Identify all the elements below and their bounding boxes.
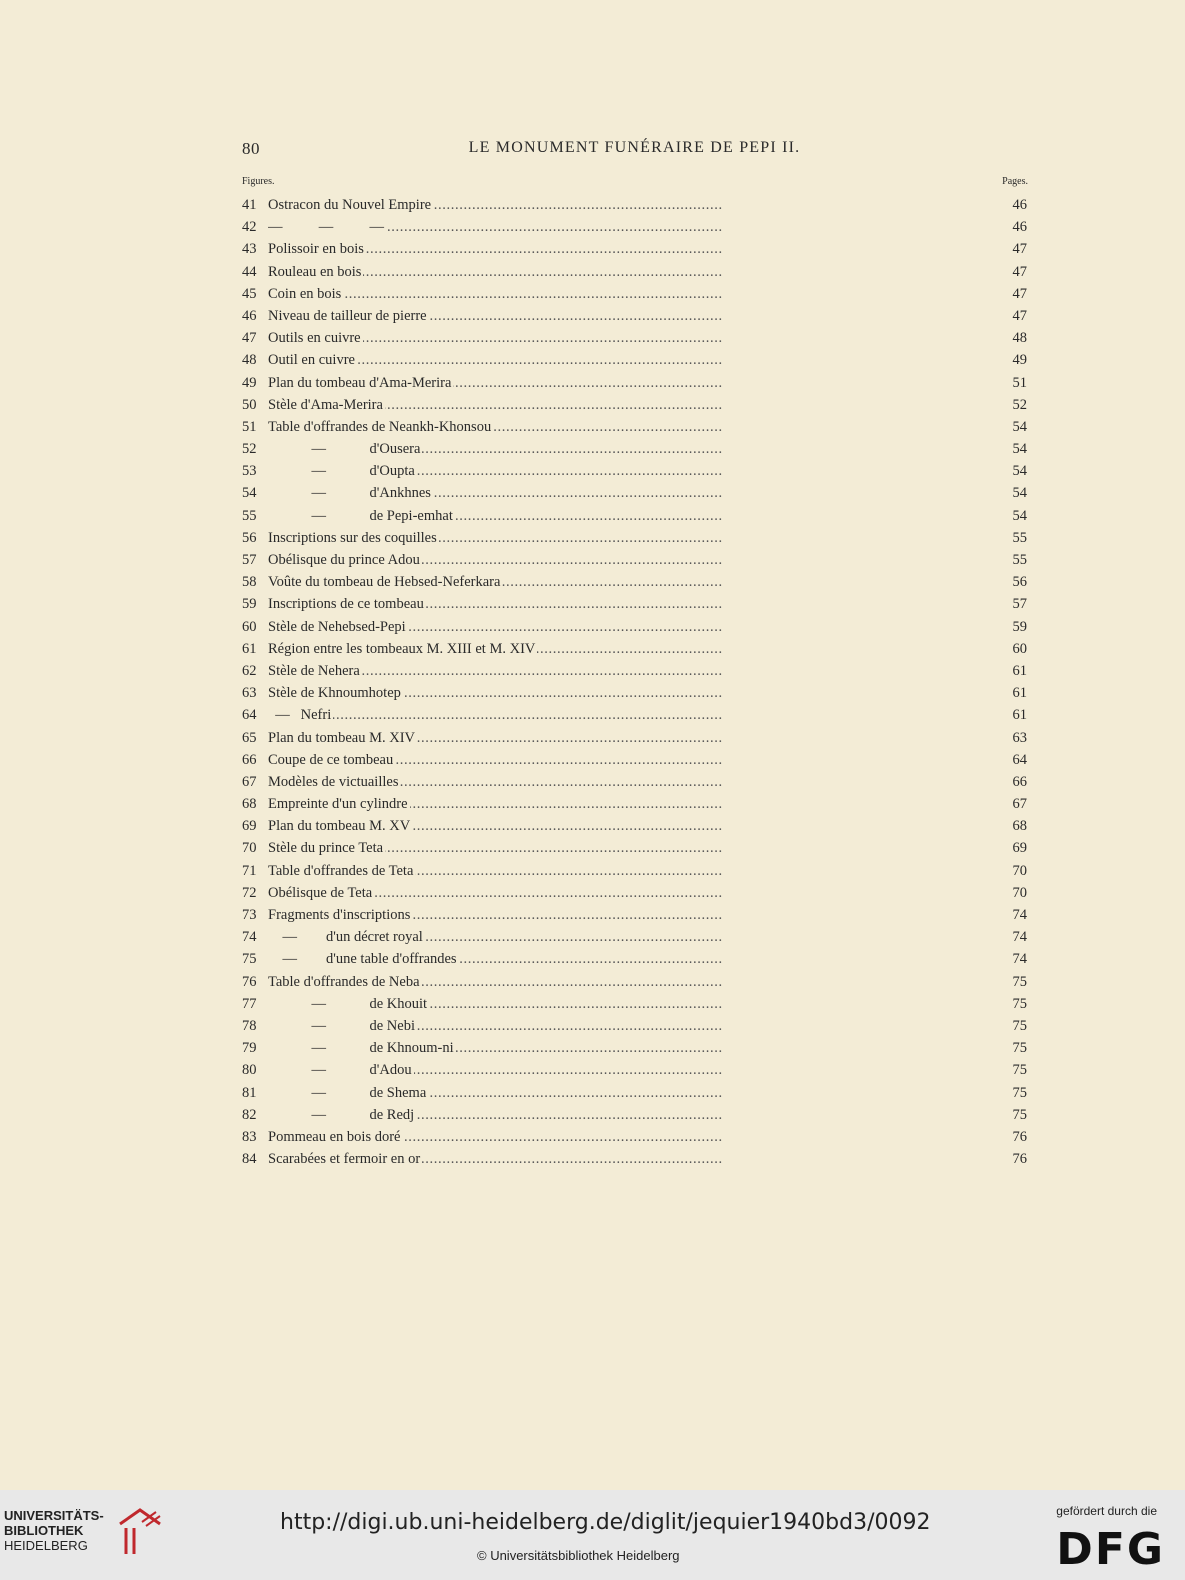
list-item [242,549,1027,571]
library-name-line3: HEIDELBERG [4,1538,88,1553]
figures-heading: Figures. [242,176,275,187]
figure-number: 52 [242,441,257,458]
figure-number: 84 [242,1151,257,1168]
figure-caption [268,238,993,260]
list-item [242,1037,1027,1059]
figure-number: 47 [242,330,257,347]
list-item [242,1059,1027,1081]
figure-caption [268,1104,993,1126]
page-reference: 51 [1012,374,1027,391]
figure-number: 75 [242,951,257,968]
figure-caption [268,860,993,882]
page-reference: 74 [1012,907,1027,923]
figure-caption-text: — de Shema [268,1084,427,1101]
list-item [242,1148,1027,1170]
list-item [242,593,1027,615]
figure-number: 66 [242,751,257,768]
page-reference: 69 [1012,840,1027,857]
page-reference: 75 [1012,1040,1027,1057]
figure-number: 51 [242,418,257,435]
page-reference: 55 [1012,552,1027,568]
page-reference: 54 [1012,507,1027,524]
figure-number: 73 [242,907,257,923]
figure-caption [268,372,993,394]
figure-caption-text: Plan du tombeau M. XIV [268,729,415,746]
list-item [242,793,1027,815]
figure-caption-text: — d'Oupta [268,463,415,480]
figure-caption [268,948,993,970]
figure-number: 76 [242,973,257,990]
figure-number: 63 [242,685,257,702]
list-item [242,283,1027,305]
page-reference: 67 [1012,796,1027,813]
list-item [242,948,1027,970]
figure-number: 80 [242,1062,257,1079]
page-header [242,139,1027,163]
list-item [242,349,1027,371]
figure-number: 56 [242,529,257,546]
figure-caption-text: Stèle de Nehera [268,662,360,679]
figure-caption [268,1126,993,1148]
figure-caption-text: — de Pepi-emhat [268,507,453,524]
list-item [242,837,1027,859]
page-reference: 64 [1012,751,1027,768]
figure-caption [268,460,993,482]
column-headings [242,176,1028,190]
figure-caption-text: Empreinte d'un cylindre [268,796,408,813]
page-reference: 49 [1012,352,1027,369]
page-reference: 47 [1012,285,1027,302]
figure-caption-text: Obélisque de Teta [268,884,373,901]
list-item [242,394,1027,416]
page-reference: 59 [1012,618,1027,635]
figure-number: 70 [242,840,257,857]
figure-caption-text: Polissoir en bois [268,241,364,258]
figure-number: 42 [242,219,257,236]
figure-number: 61 [242,640,257,657]
page-reference: 66 [1012,773,1027,790]
page-reference: 48 [1012,330,1027,347]
page-reference: 60 [1012,640,1027,657]
figure-caption-text: Inscriptions de ce tombeau [268,596,424,613]
page-reference: 70 [1012,884,1027,901]
figure-number: 57 [242,552,257,568]
figure-caption [268,1015,993,1037]
figure-number: 82 [242,1106,257,1123]
figure-caption [268,704,993,726]
page-reference: 63 [1012,729,1027,746]
list-item [242,460,1027,482]
figure-caption-text: Ostracon du Nouvel Empire [268,197,432,213]
list-item [242,194,1027,216]
figure-caption [268,1148,993,1170]
page-reference: 70 [1012,862,1027,879]
figure-caption [268,749,993,771]
figure-number: 44 [242,263,257,280]
page-reference: 76 [1012,1128,1027,1145]
figure-caption [268,593,993,615]
figure-number: 62 [242,662,257,679]
figure-caption [268,305,993,327]
figure-caption-text: — de Khnoum-ni [268,1040,454,1057]
figure-caption-text: Modèles de victuailles [268,773,399,790]
figure-number: 78 [242,1017,257,1034]
figure-caption [268,283,993,305]
page-reference: 75 [1012,1106,1027,1123]
figure-caption-text: — d'Ousera [268,441,421,458]
page-reference: 61 [1012,685,1027,702]
figure-caption [268,482,993,504]
figure-number: 59 [242,596,257,613]
figure-number: 48 [242,352,257,369]
figure-number: 55 [242,507,257,524]
figure-number: 65 [242,729,257,746]
page-reference: 46 [1012,219,1027,236]
figure-caption-text: Stèle d'Ama-Merira [268,396,383,413]
figure-caption [268,904,993,926]
figure-number: 77 [242,995,257,1012]
figure-caption [268,660,993,682]
list-item [242,327,1027,349]
figure-caption-text: Voûte du tombeau de Hebsed-Neferkara [268,574,501,591]
library-name-line1: UNIVERSITÄTS- [4,1508,104,1523]
figure-caption-text: Scarabées et fermoir en or [268,1151,421,1168]
figure-list [242,194,1027,1170]
list-item [242,926,1027,948]
figure-caption-text: — Nefri [268,707,332,724]
list-item [242,749,1027,771]
page-reference: 75 [1012,995,1027,1012]
figure-caption [268,616,993,638]
list-item [242,993,1027,1015]
page-reference: 68 [1012,818,1027,835]
list-item [242,1082,1027,1104]
figure-caption-text: Obélisque du prince Adou [268,552,420,568]
page-reference: 54 [1012,418,1027,435]
page-reference: 54 [1012,485,1027,502]
list-item [242,616,1027,638]
figure-number: 54 [242,485,257,502]
page-reference: 56 [1012,574,1027,591]
figure-caption-text: Stèle de Nehebsed-Pepi [268,618,406,635]
page-reference: 47 [1012,241,1027,258]
figure-caption-text: — d'Ankhnes [268,485,431,502]
page-reference: 76 [1012,1151,1027,1168]
figure-caption-text: Outils en cuivre [268,330,361,347]
list-item [242,1104,1027,1126]
figure-number: 41 [242,197,257,213]
figure-caption-text: — de Khouit [268,995,428,1012]
running-title: LE MONUMENT FUNÉRAIRE DE PEPI II. [468,139,801,156]
figure-number: 45 [242,285,257,302]
figure-caption [268,638,993,660]
figure-caption [268,793,993,815]
list-item [242,261,1027,283]
figure-caption [268,682,993,704]
figure-caption [268,216,993,238]
figure-caption [268,349,993,371]
list-item [242,904,1027,926]
page-reference: 75 [1012,1084,1027,1101]
figure-caption-text: Fragments d'inscriptions [268,907,411,923]
figure-number: 79 [242,1040,257,1057]
figure-number: 68 [242,796,257,813]
figure-caption [268,261,993,283]
figure-caption [268,549,993,571]
figure-caption-text: Coin en bois [268,285,342,302]
page-reference: 54 [1012,441,1027,458]
list-item [242,704,1027,726]
figure-caption [268,327,993,349]
page-reference: 57 [1012,596,1027,613]
dfg-logo: DFG [1056,1524,1165,1575]
library-name-line2: BIBLIOTHEK [4,1523,84,1538]
figure-caption [268,1082,993,1104]
list-item [242,971,1027,993]
figure-number: 74 [242,929,257,946]
figure-caption-text: — d'Adou [268,1062,412,1079]
figure-number: 69 [242,818,257,835]
figure-caption [268,1037,993,1059]
copyright-notice: © Universitätsbibliothek Heidelberg [477,1548,680,1563]
figure-caption-text: — d'un décret royal [268,929,423,946]
figure-caption-text: — de Redj [268,1106,415,1123]
figure-caption [268,505,993,527]
page-reference: 47 [1012,263,1027,280]
page-reference: 74 [1012,929,1027,946]
figure-number: 60 [242,618,257,635]
figure-number: 50 [242,396,257,413]
list-item [242,238,1027,260]
page-reference: 54 [1012,463,1027,480]
list-item [242,882,1027,904]
list-item [242,482,1027,504]
figure-caption-text: Coupe de ce tombeau [268,751,394,768]
list-item [242,1126,1027,1148]
list-item [242,815,1027,837]
page-reference: 52 [1012,396,1027,413]
figure-caption-text: Table d'offrandes de Teta [268,862,414,879]
figure-number: 58 [242,574,257,591]
list-item [242,660,1027,682]
page-reference: 61 [1012,707,1027,724]
list-item [242,727,1027,749]
funding-note: gefördert durch die [1056,1504,1157,1518]
figure-caption-text: Stèle du prince Teta [268,840,384,857]
figure-caption [268,926,993,948]
list-item [242,416,1027,438]
library-logo-icon [116,1504,164,1560]
footer-bar [0,1490,1185,1580]
figure-caption-text: Table d'offrandes de Neba [268,973,420,990]
page-reference: 75 [1012,973,1027,990]
figure-caption [268,837,993,859]
figure-number: 64 [242,707,257,724]
figure-caption [268,815,993,837]
list-item [242,305,1027,327]
figure-caption [268,394,993,416]
figure-number: 81 [242,1084,257,1101]
page-reference: 47 [1012,307,1027,324]
list-item [242,1015,1027,1037]
list-item [242,682,1027,704]
figure-caption [268,1059,993,1081]
figure-number: 46 [242,307,257,324]
figure-number: 71 [242,862,257,879]
figure-caption [268,527,993,549]
list-item [242,527,1027,549]
figure-caption [268,771,993,793]
pages-heading: Pages. [1002,176,1028,187]
page-reference: 55 [1012,529,1027,546]
figure-caption-text: Table d'offrandes de Neankh-Khonsou [268,418,492,435]
figure-caption-text: Outil en cuivre [268,352,355,369]
figure-caption [268,993,993,1015]
figure-caption [268,194,993,216]
page-number: 80 [242,139,260,158]
figure-caption-text: Plan du tombeau M. XV [268,818,411,835]
figure-caption [268,727,993,749]
page-reference: 75 [1012,1062,1027,1079]
figure-caption-text: — — — [268,219,384,236]
list-item [242,771,1027,793]
page-reference: 46 [1012,197,1027,213]
permalink-url[interactable]: http://digi.ub.uni-heidelberg.de/diglit/jequier1940bd3/0092 [280,1510,931,1535]
list-item [242,438,1027,460]
figure-caption [268,882,993,904]
figure-caption [268,416,993,438]
page-reference: 61 [1012,662,1027,679]
list-item [242,571,1027,593]
figure-caption [268,438,993,460]
list-item [242,638,1027,660]
figure-caption-text: Pommeau en bois doré [268,1128,401,1145]
figure-number: 49 [242,374,257,391]
figure-caption-text: Région entre les tombeaux M. XIII et M. XIV [268,640,536,657]
list-item [242,505,1027,527]
figure-caption-text: Niveau de tailleur de pierre [268,307,427,324]
figure-caption-text: — d'une table d'offrandes [268,951,457,968]
page-reference: 74 [1012,951,1027,968]
figure-number: 83 [242,1128,257,1145]
list-item [242,216,1027,238]
figure-number: 53 [242,463,257,480]
list-item [242,860,1027,882]
figure-number: 67 [242,773,257,790]
figure-caption-text: Inscriptions sur des coquilles [268,529,437,546]
figure-caption-text: Rouleau en bois [268,263,362,280]
figure-caption-text: Plan du tombeau d'Ama-Merira [268,374,452,391]
figure-caption [268,571,993,593]
figure-caption-text: — de Nebi [268,1017,415,1034]
figure-caption-text: Stèle de Khnoumhotep [268,685,401,702]
library-logo-text [4,1508,104,1553]
figure-number: 72 [242,884,257,901]
page-reference: 75 [1012,1017,1027,1034]
list-item [242,372,1027,394]
figure-number: 43 [242,241,257,258]
figure-caption [268,971,993,993]
